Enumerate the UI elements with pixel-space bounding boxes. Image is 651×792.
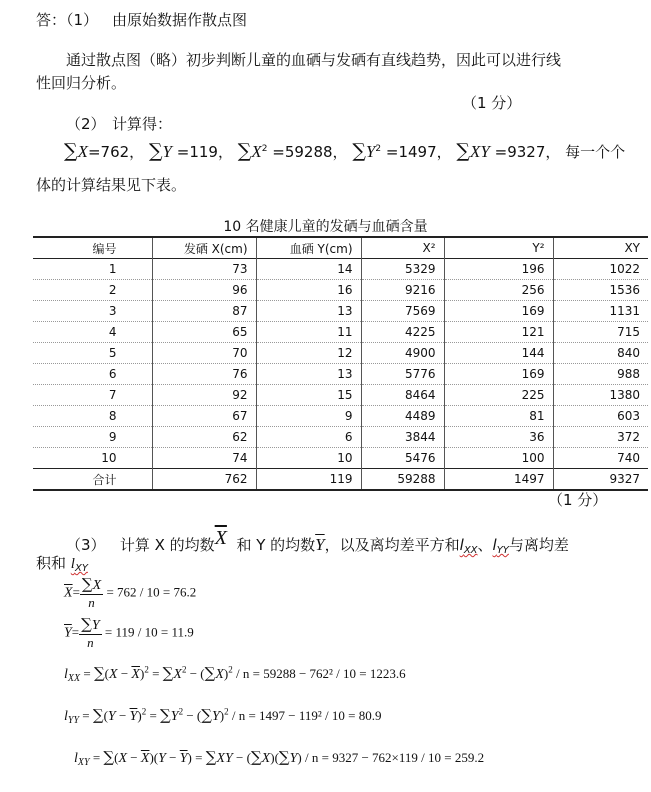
table-cell: 715 (617, 325, 640, 339)
table-cell: 8464 (361, 385, 444, 406)
table-cell: 9 (256, 406, 361, 427)
table-cell: 196 (444, 259, 553, 280)
sums-tail-text: 每一个个 (565, 143, 626, 161)
section1-heading: 由原始数据作散点图 (112, 11, 248, 29)
table-cell: 9 (33, 427, 152, 448)
table-row (33, 427, 648, 448)
formula-lyy-calc: / n = 1497 − 119² / 10 = 80.9 (231, 708, 382, 723)
table-cell: 36 (444, 427, 553, 448)
table-cell: 1131 (609, 304, 640, 318)
header-y2: Y² (444, 237, 553, 259)
formula-xbar: $\overline{X}=$ $\frac{\sum X}{n}$ = 762 / 10 = 76.2 (64, 575, 197, 610)
section1-score: （1 分） (462, 94, 522, 112)
table-cell: 4 (33, 322, 152, 343)
formula-lxx-calc: / n = 59288 − 762² / 10 = 1223.6 (236, 666, 406, 681)
table-cell: 3 (33, 301, 152, 322)
table-row (33, 406, 648, 427)
formula-lxx: $l_{XX} = \sum(X - \overline{X})^2 = \sum X^2 - (\sum X)^2 / n = 59288 - 762^2 / 10 = 1223.6$ (64, 664, 406, 684)
table-cell: 87 (152, 301, 256, 322)
table-cell: 67 (152, 406, 256, 427)
table-cell: 6 (256, 427, 361, 448)
ybar-symbol: $\overline{Y}$ (315, 535, 325, 554)
xbar-symbol: $\overline{X}$ (214, 527, 227, 549)
sums-line: ∑X=762， ∑Y =119， $\sum X^2 =59288$， $\sum Y^2 =1497$， ∑XY =9327， 每一个个 (64, 140, 626, 162)
formula-ybar-calc: = 119 / 10 = 11.9 (104, 624, 194, 640)
table-cell: 7569 (361, 301, 444, 322)
sum-xy-value: =9327， (494, 143, 561, 161)
header-x2: X² (361, 237, 444, 259)
table-cell: 16 (256, 280, 361, 301)
table-cell: 14 (256, 259, 361, 280)
formula-lxy: $l_{XY} = \sum(X - \overline{X})(Y - \overline{Y}) = \sum XY - (\sum X)(\sum Y) / n = 9327 - 762\times 119 / 10 = 259.2$ (74, 748, 485, 768)
table-cell: 121 (444, 322, 553, 343)
table-cell: 81 (444, 406, 553, 427)
table-cell: 8 (33, 406, 152, 427)
table-cell: 5 (33, 343, 152, 364)
table-row (33, 448, 648, 469)
table-cell: 1022 (609, 262, 640, 276)
table-cell: 988 (617, 367, 640, 381)
table-cell: 7 (33, 385, 152, 406)
table-cell: 10 (256, 448, 361, 469)
sum-x2-value: =59288， (272, 143, 348, 161)
table-total-row (33, 469, 648, 491)
sum-x-value: =762， (87, 143, 145, 161)
formula-ybar: $\overline{Y}=$ $\frac{\sum Y}{n}$ = 119 / 10 = 11.9 (64, 615, 194, 650)
table-cell: 5329 (361, 259, 444, 280)
total-x2: 59288 (361, 469, 444, 491)
table-cell: 76 (152, 364, 256, 385)
section3-label: （3） (66, 536, 106, 554)
section3-line2-text: 积和 (36, 554, 67, 572)
table-cell: 10 (33, 448, 152, 469)
table-cell: 169 (444, 364, 553, 385)
table-cell: 4225 (361, 322, 444, 343)
table-cell: 1380 (609, 388, 640, 402)
table-cell: 256 (444, 280, 553, 301)
table-cell: 13 (256, 301, 361, 322)
table-cell: 62 (152, 427, 256, 448)
table-cell: 9216 (361, 280, 444, 301)
header-x: 发硒 X(cm) (152, 237, 256, 259)
section1-paragraph-line2: 性回归分析。 (36, 74, 127, 92)
table-row (33, 322, 648, 343)
data-table (33, 236, 648, 491)
table-cell: 740 (617, 451, 640, 465)
table-cell: 12 (256, 343, 361, 364)
table-cell: 372 (617, 430, 640, 444)
total-y: 119 (256, 469, 361, 491)
header-id: 编号 (33, 237, 152, 259)
table-cell: 6 (33, 364, 152, 385)
table-cell: 1 (33, 259, 152, 280)
formula-lyy: $l_{YY} = \sum(Y - \overline{Y})^2 = \sum Y^2 - (\sum Y)^2 / n = 1497 - 119^2 / 10 = 80.9$ (64, 706, 382, 726)
section3-line2: 积和 $l_{XY}$ (36, 554, 88, 574)
table-cell: 169 (444, 301, 553, 322)
table-cell: 13 (256, 364, 361, 385)
section3-text-b: 和 Y 的均数 (236, 536, 316, 554)
formula-lxy-calc: / n = 9327 − 762×119 / 10 = 259.2 (305, 750, 485, 765)
table-cell: 73 (152, 259, 256, 280)
table-cell: 96 (152, 280, 256, 301)
table-cell: 15 (256, 385, 361, 406)
section3-line1: （3） 计算 X 的均数$\overline{X}$ 和 Y 的均数$\overline{Y}$，以及离均差平方和$l_{XX}$、$l_{YY}$与离均差 (66, 527, 569, 556)
section3-text-c: ，以及离均差平方和 (324, 536, 460, 554)
section2-heading: 计算得： (112, 115, 173, 133)
table-row (33, 301, 648, 322)
section2-line2: 体的计算结果见下表。 (36, 176, 187, 194)
table-cell: 144 (444, 343, 553, 364)
table-cell: 2 (33, 280, 152, 301)
total-label: 合计 (33, 469, 152, 491)
total-x: 762 (152, 469, 256, 491)
table-cell: 5476 (361, 448, 444, 469)
table-row (33, 343, 648, 364)
table-cell: 1536 (609, 283, 640, 297)
header-y: 血硒 Y(cm) (256, 237, 361, 259)
section3-text-a: 计算 X 的均数 (119, 536, 215, 554)
table-cell: 4489 (361, 406, 444, 427)
table-cell: 4900 (361, 343, 444, 364)
answer-label: 答：（1） (36, 11, 99, 29)
sum-y2-value: =1497， (385, 143, 452, 161)
table-cell: 3844 (361, 427, 444, 448)
header-xy: XY (624, 241, 640, 255)
table-cell: 92 (152, 385, 256, 406)
section3-sep: 、 (477, 536, 493, 554)
table-row (33, 364, 648, 385)
table-row (33, 385, 648, 406)
table-header-row (33, 237, 648, 259)
total-y2: 1497 (444, 469, 553, 491)
table-cell: 100 (444, 448, 553, 469)
table-cell: 603 (617, 409, 640, 423)
total-xy: 9327 (609, 472, 640, 486)
formula-xbar-calc: = 762 / 10 = 76.2 (106, 584, 197, 600)
table-cell: 11 (256, 322, 361, 343)
table-cell: 65 (152, 322, 256, 343)
table-title: 10 名健康儿童的发硒与血硒含量 (223, 219, 428, 235)
table-cell: 74 (152, 448, 256, 469)
table-row (33, 280, 648, 301)
table-row (33, 259, 648, 280)
section1-paragraph-line1: 通过散点图（略）初步判断儿童的血硒与发硒有直线趋势，因此可以进行线 (66, 51, 562, 69)
table-score: （1 分） (548, 491, 608, 509)
table-cell: 70 (152, 343, 256, 364)
table-cell: 840 (617, 346, 640, 360)
sum-y-value: =119， (176, 143, 233, 161)
table-cell: 5776 (361, 364, 444, 385)
section2-label: （2） (66, 115, 106, 133)
table-cell: 225 (444, 385, 553, 406)
section3-text-d: 与离均差 (508, 536, 569, 554)
